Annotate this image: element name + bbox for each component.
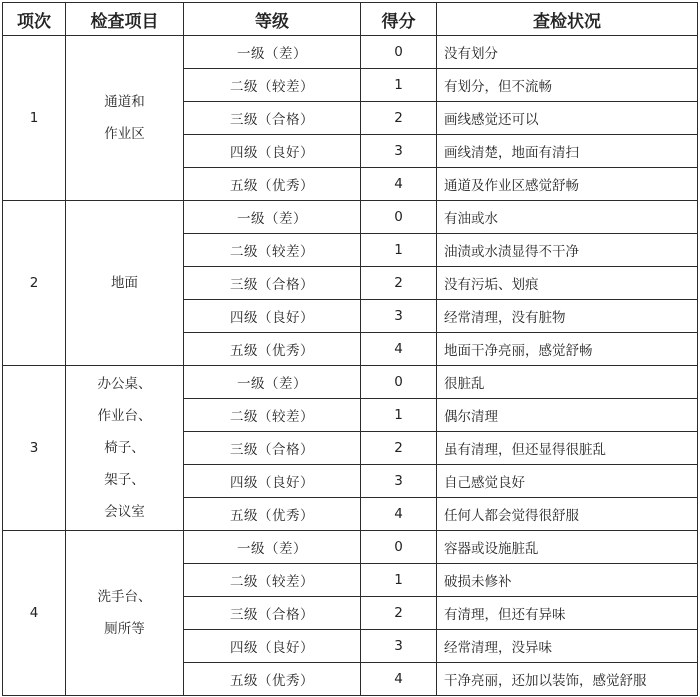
- header-item: 检查项目: [66, 3, 184, 36]
- grade-cell: 五级（优秀）: [184, 663, 361, 696]
- inspection-item-line: 会议室: [104, 504, 145, 520]
- status-cell: 干净亮丽，还加以装饰，感觉舒服: [437, 663, 698, 696]
- score-cell: 3: [361, 630, 437, 663]
- status-cell: 有清理，但还有异味: [437, 597, 698, 630]
- status-cell: 有划分，但不流畅: [437, 69, 698, 102]
- score-cell: 2: [361, 102, 437, 135]
- status-cell: 地面干净亮丽，感觉舒畅: [437, 333, 698, 366]
- score-cell: 3: [361, 465, 437, 498]
- status-cell: 自己感觉良好: [437, 465, 698, 498]
- score-cell: 4: [361, 333, 437, 366]
- table-row: [3, 201, 698, 234]
- score-cell: 0: [361, 36, 437, 69]
- status-cell: 画线感觉还可以: [437, 102, 698, 135]
- score-cell: 1: [361, 69, 437, 102]
- grade-cell: 一级（差）: [184, 366, 361, 399]
- header-grade: 等级: [184, 3, 361, 36]
- inspection-item-line: 架子、: [104, 472, 145, 488]
- status-cell: 画线清楚，地面有清扫: [437, 135, 698, 168]
- status-cell: 经常清理，没有脏物: [437, 300, 698, 333]
- score-cell: 1: [361, 234, 437, 267]
- score-cell: 0: [361, 531, 437, 564]
- grade-cell: 五级（优秀）: [184, 333, 361, 366]
- inspection-item-line: 作业区: [104, 126, 145, 142]
- inspection-item: [66, 201, 184, 366]
- inspection-item-line: 地面: [111, 275, 138, 291]
- grade-cell: 四级（良好）: [184, 465, 361, 498]
- score-cell: 0: [361, 201, 437, 234]
- status-cell: 经常清理，没异味: [437, 630, 698, 663]
- grade-cell: 二级（较差）: [184, 399, 361, 432]
- table-body: [3, 36, 698, 696]
- grade-cell: 四级（良好）: [184, 630, 361, 663]
- score-cell: 2: [361, 597, 437, 630]
- item-index: 1: [3, 36, 66, 201]
- status-cell: 有油或水: [437, 201, 698, 234]
- grade-cell: 三级（合格）: [184, 267, 361, 300]
- status-cell: 没有污垢、划痕: [437, 267, 698, 300]
- grade-cell: 三级（合格）: [184, 597, 361, 630]
- score-cell: 2: [361, 267, 437, 300]
- score-cell: 4: [361, 498, 437, 531]
- table-row: [3, 366, 698, 399]
- score-cell: 4: [361, 663, 437, 696]
- grade-cell: 三级（合格）: [184, 432, 361, 465]
- status-cell: 通道及作业区感觉舒畅: [437, 168, 698, 201]
- header-score: 得分: [361, 3, 437, 36]
- item-index: 4: [3, 531, 66, 696]
- status-cell: 偶尔清理: [437, 399, 698, 432]
- status-cell: 虽有清理，但还显得很脏乱: [437, 432, 698, 465]
- score-cell: 1: [361, 399, 437, 432]
- score-cell: 2: [361, 432, 437, 465]
- grade-cell: 一级（差）: [184, 201, 361, 234]
- inspection-item: [66, 366, 184, 531]
- inspection-item-line: 洗手台、: [97, 589, 152, 605]
- grade-cell: 四级（良好）: [184, 300, 361, 333]
- grade-cell: 三级（合格）: [184, 102, 361, 135]
- inspection-item-line: 作业台、: [97, 408, 152, 424]
- inspection-item-line: 椅子、: [104, 440, 145, 456]
- grade-cell: 二级（较差）: [184, 564, 361, 597]
- header-row: [3, 3, 698, 36]
- table-row: [3, 531, 698, 564]
- item-index: 3: [3, 366, 66, 531]
- score-cell: 3: [361, 300, 437, 333]
- grade-cell: 二级（较差）: [184, 234, 361, 267]
- grade-cell: 四级（良好）: [184, 135, 361, 168]
- inspection-item-line: 办公桌、: [97, 376, 152, 392]
- grade-cell: 一级（差）: [184, 531, 361, 564]
- status-cell: 没有划分: [437, 36, 698, 69]
- score-cell: 1: [361, 564, 437, 597]
- grade-cell: 二级（较差）: [184, 69, 361, 102]
- grade-cell: 五级（优秀）: [184, 498, 361, 531]
- status-cell: 油渍或水渍显得不干净: [437, 234, 698, 267]
- score-cell: 3: [361, 135, 437, 168]
- status-cell: 很脏乱: [437, 366, 698, 399]
- inspection-item: [66, 531, 184, 696]
- status-cell: 破损未修补: [437, 564, 698, 597]
- status-cell: 任何人都会觉得很舒服: [437, 498, 698, 531]
- grade-cell: 一级（差）: [184, 36, 361, 69]
- header-status: 查检状况: [437, 3, 698, 36]
- inspection-table: [2, 2, 698, 696]
- inspection-item-line: 通道和: [104, 94, 145, 110]
- item-index: 2: [3, 201, 66, 366]
- inspection-item: [66, 36, 184, 201]
- header-index: 项次: [3, 3, 66, 36]
- table-row: [3, 36, 698, 69]
- score-cell: 4: [361, 168, 437, 201]
- score-cell: 0: [361, 366, 437, 399]
- grade-cell: 五级（优秀）: [184, 168, 361, 201]
- status-cell: 容器或设施脏乱: [437, 531, 698, 564]
- inspection-item-line: 厕所等: [104, 621, 145, 637]
